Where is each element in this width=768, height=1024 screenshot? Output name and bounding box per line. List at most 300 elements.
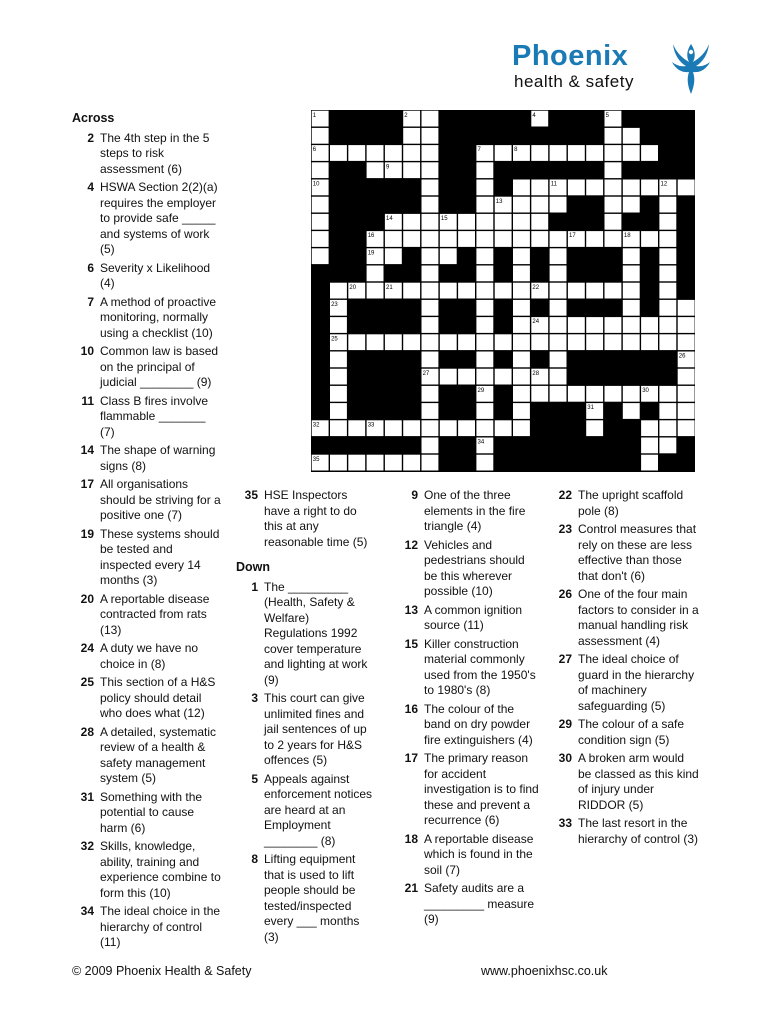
crossword-cell[interactable] — [605, 386, 622, 402]
crossword-cell[interactable] — [586, 145, 603, 161]
crossword-cell[interactable] — [586, 420, 603, 436]
crossword-cell[interactable] — [550, 369, 567, 385]
clue-text: The colour of a safe condition sign (5) — [578, 717, 685, 747]
crossword-cell[interactable] — [476, 403, 493, 419]
crossword-cell[interactable] — [367, 266, 384, 282]
crossword-cell[interactable] — [403, 420, 420, 436]
crossword-cell[interactable] — [403, 334, 420, 350]
crossword-cell[interactable] — [458, 334, 475, 350]
crossword-cell[interactable] — [422, 162, 439, 178]
crossword-cell[interactable] — [495, 145, 512, 161]
cell-number: 27 — [422, 370, 430, 377]
crossword-cell[interactable] — [513, 352, 530, 368]
crossword-cell[interactable] — [476, 231, 493, 247]
crossword-cell[interactable] — [678, 403, 695, 419]
crossword-cell[interactable] — [312, 162, 329, 178]
crossword-cell[interactable] — [605, 197, 622, 213]
down-clues-col-2 — [396, 488, 540, 931]
clue-number: 25 — [80, 675, 94, 689]
crossword-cell[interactable] — [550, 145, 567, 161]
clue-item — [396, 881, 540, 928]
crossword-cell[interactable] — [403, 455, 420, 471]
crossword-cell[interactable] — [330, 317, 347, 333]
crossword-cell[interactable] — [476, 248, 493, 264]
clue-text: One of the four main factors to consider in a manual handling risk assessment (4) — [578, 587, 699, 648]
clue-item — [550, 717, 700, 748]
crossword-cell[interactable] — [385, 420, 402, 436]
cell-number: 35 — [312, 456, 320, 463]
crossword-cell[interactable] — [422, 180, 439, 196]
crossword-cell[interactable] — [605, 214, 622, 230]
clue-item — [72, 131, 222, 178]
clue-text: The last resort in the hierarchy of control (3) — [578, 816, 699, 846]
crossword-cell[interactable] — [659, 214, 676, 230]
cell-number: 16 — [367, 233, 375, 240]
crossword-cell[interactable] — [641, 180, 658, 196]
crossword-cell[interactable] — [568, 145, 585, 161]
crossword-cell[interactable] — [531, 145, 548, 161]
crossword-cell[interactable] — [348, 455, 365, 471]
crossword-cell[interactable] — [422, 420, 439, 436]
crossword-cell[interactable] — [330, 403, 347, 419]
crossword-cell[interactable] — [568, 334, 585, 350]
cell-number: 32 — [312, 422, 320, 429]
clue-number: 23 — [558, 522, 572, 536]
crossword-cell[interactable] — [623, 283, 640, 299]
clue-text: Safety audits are a _________ measure (9) — [424, 881, 535, 926]
down-clues-col-1 — [236, 488, 374, 948]
crossword-cell[interactable] — [476, 352, 493, 368]
crossword-cell[interactable] — [659, 231, 676, 247]
clue-item — [396, 832, 540, 879]
clue-item — [72, 261, 222, 292]
clue-number: 7 — [87, 294, 94, 309]
crossword-cell[interactable] — [440, 369, 457, 385]
clue-number: 28 — [80, 724, 94, 739]
crossword-cell[interactable] — [458, 214, 475, 230]
clue-item — [72, 725, 222, 787]
clue-item — [396, 751, 540, 829]
crossword-cell[interactable] — [422, 300, 439, 316]
clue-item — [72, 394, 222, 441]
crossword-cell[interactable] — [531, 334, 548, 350]
crossword-cell[interactable] — [513, 300, 530, 316]
cell-number: 7 — [477, 147, 481, 154]
down-list-b — [396, 488, 540, 928]
crossword-cell[interactable] — [623, 300, 640, 316]
crossword-cell[interactable] — [476, 283, 493, 299]
crossword-cell[interactable] — [476, 455, 493, 471]
crossword-cell[interactable] — [367, 455, 384, 471]
crossword-cell[interactable] — [385, 334, 402, 350]
crossword-cell[interactable] — [422, 283, 439, 299]
crossword-cell[interactable] — [659, 420, 676, 436]
crossword-cell[interactable] — [422, 403, 439, 419]
crossword-cell[interactable] — [476, 334, 493, 350]
footer-copyright: © 2009 Phoenix Health & Safety — [72, 964, 252, 978]
clue-item — [72, 675, 222, 722]
cell-number: 22 — [532, 284, 540, 291]
crossword-cell[interactable] — [495, 420, 512, 436]
crossword-cell[interactable] — [440, 248, 457, 264]
crossword-cell[interactable] — [367, 162, 384, 178]
crossword-cell[interactable] — [605, 145, 622, 161]
clue-item — [550, 652, 700, 714]
crossword-cell[interactable] — [531, 386, 548, 402]
crossword-cell[interactable] — [495, 214, 512, 230]
clue-item — [236, 852, 374, 945]
crossword-cell[interactable] — [659, 403, 676, 419]
clue-item — [396, 538, 540, 600]
crossword-cell[interactable] — [330, 455, 347, 471]
clue-item — [396, 603, 540, 634]
crossword-cell[interactable] — [422, 317, 439, 333]
crossword-cell[interactable] — [586, 386, 603, 402]
clue-item — [72, 790, 222, 837]
crossword-cell[interactable] — [678, 386, 695, 402]
crossword-cell[interactable] — [422, 438, 439, 454]
clue-number: 4 — [87, 180, 94, 194]
crossword-cell[interactable] — [513, 231, 530, 247]
crossword-cell[interactable] — [623, 128, 640, 144]
crossword-cell[interactable] — [678, 334, 695, 350]
crossword-cell[interactable] — [476, 214, 493, 230]
clue-number: 32 — [80, 839, 94, 853]
cell-number: 9 — [386, 164, 390, 171]
crossword-cell[interactable] — [641, 317, 658, 333]
crossword-cell[interactable] — [550, 197, 567, 213]
crossword-cell[interactable] — [513, 369, 530, 385]
crossword-cell[interactable] — [550, 231, 567, 247]
crossword-cell[interactable] — [513, 283, 530, 299]
crossword-cell[interactable] — [513, 403, 530, 419]
crossword-cell[interactable] — [495, 231, 512, 247]
cell-number: 25 — [331, 336, 338, 343]
crossword-cell[interactable] — [568, 386, 585, 402]
crossword-cell[interactable] — [422, 128, 439, 144]
crossword-cell[interactable] — [330, 283, 347, 299]
clue-item — [72, 180, 222, 258]
down-list-a — [236, 580, 374, 946]
crossword-cell[interactable] — [605, 317, 622, 333]
clue-number: 29 — [558, 717, 572, 731]
clue-text: This court can give unlimited fines and jail sentences of up to 2 years for H&S offences (5) — [264, 691, 367, 767]
crossword-cell[interactable] — [312, 248, 329, 264]
crossword-cell[interactable] — [531, 214, 548, 230]
cell-number: 5 — [605, 112, 609, 119]
crossword-cell[interactable] — [476, 369, 493, 385]
clue-number: 22 — [558, 488, 572, 502]
crossword-cell[interactable] — [476, 266, 493, 282]
crossword-cell[interactable] — [348, 145, 365, 161]
clue-number: 10 — [80, 344, 94, 358]
crossword-cell[interactable] — [458, 369, 475, 385]
crossword-cell[interactable] — [513, 386, 530, 402]
crossword-cell[interactable] — [586, 231, 603, 247]
clue-number: 13 — [404, 602, 418, 617]
crossword-cell[interactable] — [330, 369, 347, 385]
crossword-cell[interactable] — [678, 420, 695, 436]
crossword-cell[interactable] — [422, 334, 439, 350]
cell-number: 29 — [477, 388, 485, 394]
clue-text: A broken arm would be classed as this kind of injury under RIDDOR (5) — [578, 751, 699, 812]
clue-item — [396, 488, 540, 535]
clue-number: 11 — [81, 393, 94, 408]
crossword-cell[interactable] — [403, 145, 420, 161]
crossword-cell[interactable] — [659, 197, 676, 213]
crossword-cell[interactable] — [531, 197, 548, 213]
crossword-cell[interactable] — [659, 283, 676, 299]
crossword-cell[interactable] — [623, 334, 640, 350]
across-list — [72, 131, 222, 951]
crossword-cell[interactable] — [678, 180, 695, 196]
crossword-cell[interactable] — [330, 352, 347, 368]
cell-number: 34 — [477, 439, 485, 446]
footer-url[interactable]: www.phoenixhsc.co.uk — [481, 964, 608, 978]
crossword-cell[interactable] — [367, 334, 384, 350]
crossword-cell[interactable] — [623, 266, 640, 282]
crossword-cell[interactable] — [330, 420, 347, 436]
cell-number: 21 — [386, 284, 393, 291]
crossword-cell[interactable] — [550, 352, 567, 368]
clue-text: Severity x Likelihood (4) — [100, 260, 211, 290]
cell-number: 10 — [312, 181, 320, 188]
crossword-cell[interactable] — [513, 197, 530, 213]
crossword-cell[interactable] — [440, 334, 457, 350]
crossword-cell[interactable] — [550, 317, 567, 333]
clue-item — [72, 295, 222, 342]
brand-tagline: health & safety — [514, 72, 634, 91]
crossword-cell[interactable] — [641, 145, 658, 161]
clue-text: Something with the potential to cause harm (6) — [100, 789, 203, 835]
clue-number: 20 — [80, 591, 94, 606]
crossword-cell[interactable] — [550, 283, 567, 299]
clue-number: 34 — [80, 904, 94, 918]
crossword-cell[interactable] — [531, 231, 548, 247]
crossword-cell[interactable] — [422, 214, 439, 230]
crossword-cell[interactable] — [476, 162, 493, 178]
crossword-cell[interactable] — [422, 266, 439, 282]
crossword-cell[interactable] — [422, 231, 439, 247]
clue-number: 27 — [558, 652, 572, 666]
crossword-cell[interactable] — [550, 266, 567, 282]
crossword-cell[interactable] — [422, 455, 439, 471]
clue-item — [72, 527, 222, 589]
crossword-cell[interactable] — [403, 283, 420, 299]
crossword-cell[interactable] — [568, 180, 585, 196]
crossword-cell[interactable] — [440, 231, 457, 247]
crossword-cell[interactable] — [312, 214, 329, 230]
crossword-cell[interactable] — [605, 231, 622, 247]
crossword-cell[interactable] — [623, 317, 640, 333]
cell-number: 3 — [440, 112, 445, 119]
crossword-cell[interactable] — [495, 334, 512, 350]
crossword-cell[interactable] — [605, 162, 622, 178]
crossword-cell[interactable] — [385, 231, 402, 247]
across-clues — [72, 111, 222, 954]
cell-number: 28 — [532, 370, 540, 377]
crossword-cell[interactable] — [330, 145, 347, 161]
clue-text: Control measures that rely on these are less effective than those that don't (6) — [578, 522, 697, 583]
clue-number: 35 — [244, 488, 258, 502]
crossword-cell[interactable] — [440, 420, 457, 436]
clue-text: A reportable disease which is found in the soil (7) — [424, 831, 534, 877]
crossword-cell[interactable] — [403, 214, 420, 230]
crossword-grid — [311, 110, 695, 472]
crossword-cell[interactable] — [476, 300, 493, 316]
across-heading: Across — [72, 111, 115, 125]
cell-number: 24 — [532, 319, 540, 326]
crossword-cell[interactable] — [641, 455, 658, 471]
crossword-cell[interactable] — [586, 334, 603, 350]
crossword-cell[interactable] — [623, 180, 640, 196]
crossword-cell[interactable] — [513, 214, 530, 230]
crossword-cell[interactable] — [605, 334, 622, 350]
crossword-cell[interactable] — [385, 455, 402, 471]
crossword-cell[interactable] — [348, 420, 365, 436]
clue-text: One of the three elements in the fire triangle (4) — [424, 488, 526, 533]
crossword-cell[interactable] — [422, 352, 439, 368]
clue-number: 33 — [558, 816, 572, 830]
crossword-cell[interactable] — [605, 128, 622, 144]
crossword-cell[interactable] — [623, 248, 640, 264]
crossword-cell[interactable] — [476, 317, 493, 333]
crossword-cell[interactable] — [403, 162, 420, 178]
crossword-cell[interactable] — [476, 420, 493, 436]
crossword-cell[interactable] — [641, 420, 658, 436]
clue-item — [72, 443, 222, 474]
clue-item — [72, 592, 222, 639]
crossword-cell[interactable] — [513, 420, 530, 436]
crossword-cell[interactable] — [659, 317, 676, 333]
crossword-cell[interactable] — [495, 283, 512, 299]
crossword-cell[interactable] — [659, 334, 676, 350]
clue-text: Vehicles and pedestrians should be this wherever possible (10) — [424, 537, 525, 598]
crossword-cell[interactable] — [678, 369, 695, 385]
cell-number: 26 — [678, 353, 686, 360]
crossword-cell[interactable] — [550, 248, 567, 264]
crossword-cell[interactable] — [385, 248, 402, 264]
cell-number: 33 — [367, 422, 375, 429]
crossword-cell[interactable] — [367, 283, 384, 299]
crossword-cell[interactable] — [531, 180, 548, 196]
crossword-cell[interactable] — [586, 180, 603, 196]
crossword-cell[interactable] — [678, 300, 695, 316]
crossword-cell[interactable] — [422, 386, 439, 402]
clue-text: A method of proactive monitoring, normally using a checklist (10) — [100, 294, 217, 340]
crossword-cell[interactable] — [330, 386, 347, 402]
clue-item — [72, 904, 222, 951]
crossword-cell[interactable] — [476, 180, 493, 196]
crossword-cell[interactable] — [586, 317, 603, 333]
cell-number: 12 — [660, 181, 668, 188]
cell-number: 30 — [642, 388, 649, 394]
phoenix-bird-icon — [670, 40, 712, 96]
crossword-cell[interactable] — [623, 197, 640, 213]
cell-number: 19 — [367, 250, 375, 257]
clue-item — [236, 488, 374, 550]
clue-number: 3 — [251, 691, 258, 705]
crossword-cell[interactable] — [403, 231, 420, 247]
crossword-cell[interactable] — [623, 403, 640, 419]
down-list-c — [550, 488, 700, 847]
crossword-cell[interactable] — [568, 317, 585, 333]
clue-text: All organisations should be striving for a positive one (7) — [100, 477, 221, 522]
crossword-cell[interactable] — [641, 231, 658, 247]
down-heading: Down — [236, 560, 271, 574]
crossword-cell[interactable] — [605, 283, 622, 299]
crossword-cell[interactable] — [312, 128, 329, 144]
crossword-cell[interactable] — [513, 334, 530, 350]
clue-item — [550, 587, 700, 649]
clue-number: 15 — [404, 636, 418, 651]
clue-number: 16 — [404, 701, 418, 716]
crossword-cell[interactable] — [678, 317, 695, 333]
crossword-cell[interactable] — [623, 386, 640, 402]
clue-text: A duty we have no choice in (8) — [100, 641, 199, 671]
crossword-cell[interactable] — [513, 317, 530, 333]
crossword-cell[interactable] — [641, 438, 658, 454]
crossword-cell[interactable] — [458, 283, 475, 299]
crossword-cell[interactable] — [385, 145, 402, 161]
crossword-cell[interactable] — [422, 145, 439, 161]
crossword-cell[interactable] — [659, 248, 676, 264]
crossword-cell[interactable] — [422, 248, 439, 264]
crossword-cell[interactable] — [659, 300, 676, 316]
clue-text: These systems should be tested and inspected every 14 months (3) — [100, 526, 220, 587]
clue-text: The 4th step in the 5 steps to risk assessment (6) — [100, 130, 210, 176]
crossword-cell[interactable] — [312, 231, 329, 247]
crossword-cell[interactable] — [495, 369, 512, 385]
crossword-cell[interactable] — [403, 128, 420, 144]
crossword-cell[interactable] — [513, 266, 530, 282]
cell-number: 17 — [569, 233, 576, 240]
clue-item — [236, 772, 374, 850]
crossword-cell[interactable] — [513, 180, 530, 196]
crossword-cell[interactable] — [312, 197, 329, 213]
clue-text: The ideal choice of guard in the hierarchy of machinery safeguarding (5) — [578, 652, 695, 713]
crossword-cell[interactable] — [422, 197, 439, 213]
crossword-cell[interactable] — [422, 111, 439, 127]
crossword-cell[interactable] — [568, 283, 585, 299]
clue-number: 24 — [80, 641, 94, 655]
crossword-cell[interactable] — [659, 438, 676, 454]
crossword-cell[interactable] — [550, 300, 567, 316]
crossword-cell[interactable] — [458, 231, 475, 247]
cell-number: 8 — [514, 147, 518, 154]
crossword-cell[interactable] — [586, 283, 603, 299]
cell-number: 14 — [386, 216, 393, 222]
clue-item — [236, 691, 374, 769]
crossword-cell[interactable] — [458, 420, 475, 436]
crossword-cell[interactable] — [605, 180, 622, 196]
crossword-cell[interactable] — [348, 334, 365, 350]
crossword-cell[interactable] — [659, 386, 676, 402]
crossword-cell[interactable] — [623, 145, 640, 161]
crossword-cell[interactable] — [440, 283, 457, 299]
crossword-cell[interactable] — [513, 248, 530, 264]
crossword-cell[interactable] — [550, 386, 567, 402]
crossword-cell[interactable] — [659, 266, 676, 282]
crossword-cell[interactable] — [641, 334, 658, 350]
clue-number: 12 — [404, 537, 418, 552]
crossword-cell[interactable] — [550, 334, 567, 350]
cell-number: 31 — [587, 405, 594, 412]
crossword-cell[interactable] — [476, 197, 493, 213]
clue-number: 21 — [404, 881, 418, 895]
cell-number: 20 — [349, 284, 357, 291]
crossword-cell[interactable] — [367, 145, 384, 161]
